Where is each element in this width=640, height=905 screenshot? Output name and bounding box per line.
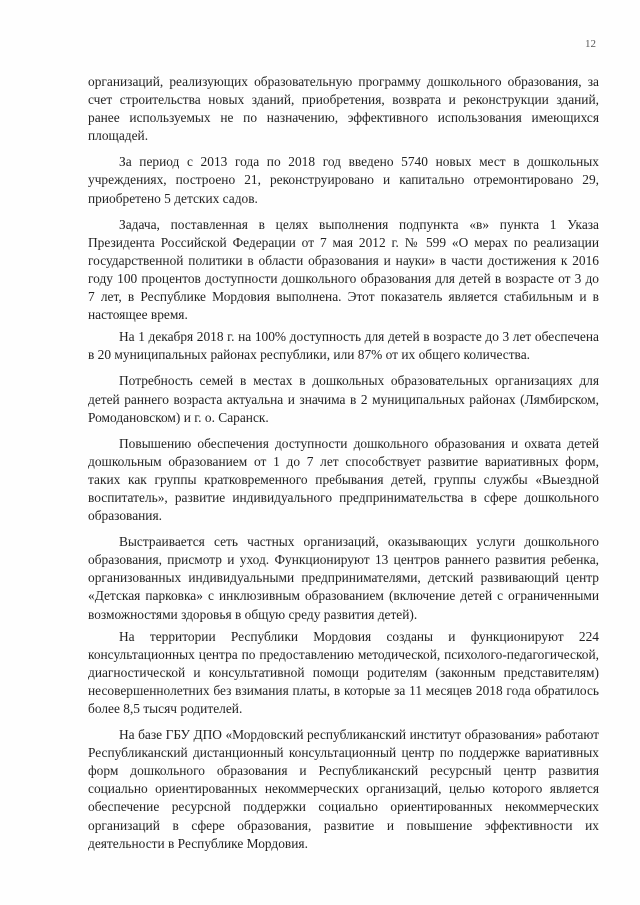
paragraph-early-age-demand: Потребность семей в местах в дошкольных образовательных организациях для детей раннего возраста актуальна и значима в 2 муниципальных районах (Лямбирском, Ромодановском) и г. о. Саранск. bbox=[88, 373, 599, 425]
paragraph-resource-centers: На базе ГБУ ДПО «Мордовский республиканский институт образования» работают Республиканский дистанционный консультационный центр по поддержке вариативных форм дошкольного образования и Республиканский ресурсный центр развития социально ориентированных некоммерческих организаций, целью которого является обеспечение ресурсной поддержки социально ориентированных некоммерческих организаций в сфере образования, развитие и повышение эффективности их деятельности в Республике Мордовия. bbox=[88, 727, 599, 851]
document-body bbox=[88, 73, 599, 853]
paragraph-accessibility-under-3: На 1 декабря 2018 г. на 100% доступность для детей в возрасте до 3 лет обеспечена в 20 муниципальных районах республики, или 87% от их общего количества. bbox=[88, 329, 599, 363]
paragraph-presidential-decree-task: Задача, поставленная в целях выполнения подпункта «в» пункта 1 Указа Президента Российской Федерации от 7 мая 2012 г. № 599 «О мерах по реализации государственной политики в области образования и науки» в части достижения к 2016 году 100 процентов доступности дошкольного образования для детей в возрасте от 3 до 7 лет, в Республике Мордовия выполнена. Этот показатель является стабильным и в настоящее время. bbox=[88, 216, 599, 323]
paragraph-variative-forms: Повышению обеспечения доступности дошкольного образования и охвата детей дошкольным образованием от 1 до 7 лет способствует развитие вариативных форм, таких как группы кратковременного пребывания детей, группы службы «Выездной воспитатель», развитие индивидуального предпринимательства в сфере дошкольного образования. bbox=[88, 435, 599, 524]
paragraph-continuation-construction: организаций, реализующих образовательную программу дошкольного образования, за счет строительства новых зданий, приобретения, возврата и реконструкции зданий, ранее используемых не по назначению, эффективного использования имеющихся площадей. bbox=[88, 74, 599, 144]
paragraph-private-organizations: Выстраивается сеть частных организаций, оказывающих услуги дошкольного образования, присмотр и уход. Функционируют 13 центров раннего развития ребенка, организованных индивидуальными предпринимателями, детский развивающий центр «Детская парковка» с инклюзивным образованием (включение детей с ограниченными возможностями здоровья в общую среду развития детей). bbox=[88, 534, 599, 622]
paragraph-consultation-centers: На территории Республики Мордовия созданы и функционируют 224 консультационных центра по предоставлению методической, психолого-педагогической, диагностической и консультативной помощи родителям (законным представителям) несовершеннолетних без взимания платы, в которые за 11 месяцев 2018 года обратилось более 8,5 тысяч родителей. bbox=[88, 628, 599, 716]
page-number: 12 bbox=[585, 38, 596, 50]
paragraph-new-places-2013-2018: За период с 2013 года по 2018 год введено 5740 новых мест в дошкольных учреждениях, построено 21, реконструировано и капитально отремонтировано 29, приобретено 5 детских садов. bbox=[88, 154, 599, 206]
